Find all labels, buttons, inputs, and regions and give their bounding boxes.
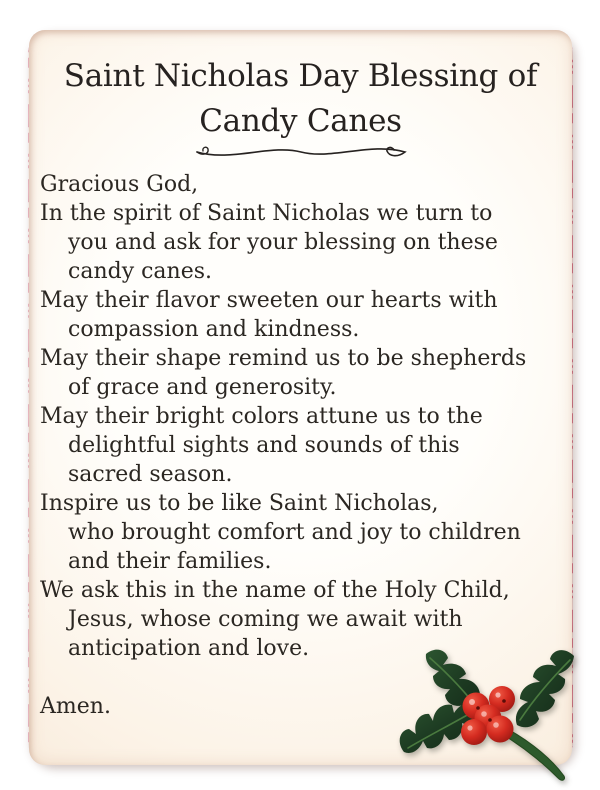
blessing-line: who brought comfort and joy to children <box>68 520 521 545</box>
blessing-line: We ask this in the name of the Holy Child, <box>40 578 510 603</box>
blessing-line: compassion and kindness. <box>68 317 360 342</box>
title-line2: Candy Canes <box>199 103 402 139</box>
blessing-line: candy canes. <box>68 259 213 284</box>
blessing-line: you and ask for your blessing on these <box>68 230 498 255</box>
blessing-line: delightful sights and sounds of this <box>68 433 460 458</box>
blessing-line: Gracious God, <box>40 172 199 197</box>
title-flourish-icon <box>191 142 411 162</box>
blessing-line: May their flavor sweeten our hearts with <box>40 288 498 313</box>
holly-berries-icon <box>388 628 600 790</box>
blessing-line: anticipation and love. <box>68 636 310 661</box>
blessing-line: Inspire us to be like Saint Nicholas, <box>40 491 439 516</box>
blessing-line: of grace and generosity. <box>68 375 337 400</box>
blessing-line: In the spirit of Saint Nicholas we turn to <box>40 201 493 226</box>
blessing-line: May their bright colors attune us to the <box>40 404 483 429</box>
blessing-line: Jesus, whose coming we await with <box>68 607 463 632</box>
blessing-line: and their families. <box>68 549 272 574</box>
blessing-line: Amen. <box>40 694 111 719</box>
page-title <box>29 30 572 144</box>
blessing-line: sacred season. <box>68 462 233 487</box>
blessing-line: May their shape remind us to be shepherds <box>40 346 527 371</box>
title-line1: Saint Nicholas Day Blessing of <box>63 58 538 94</box>
